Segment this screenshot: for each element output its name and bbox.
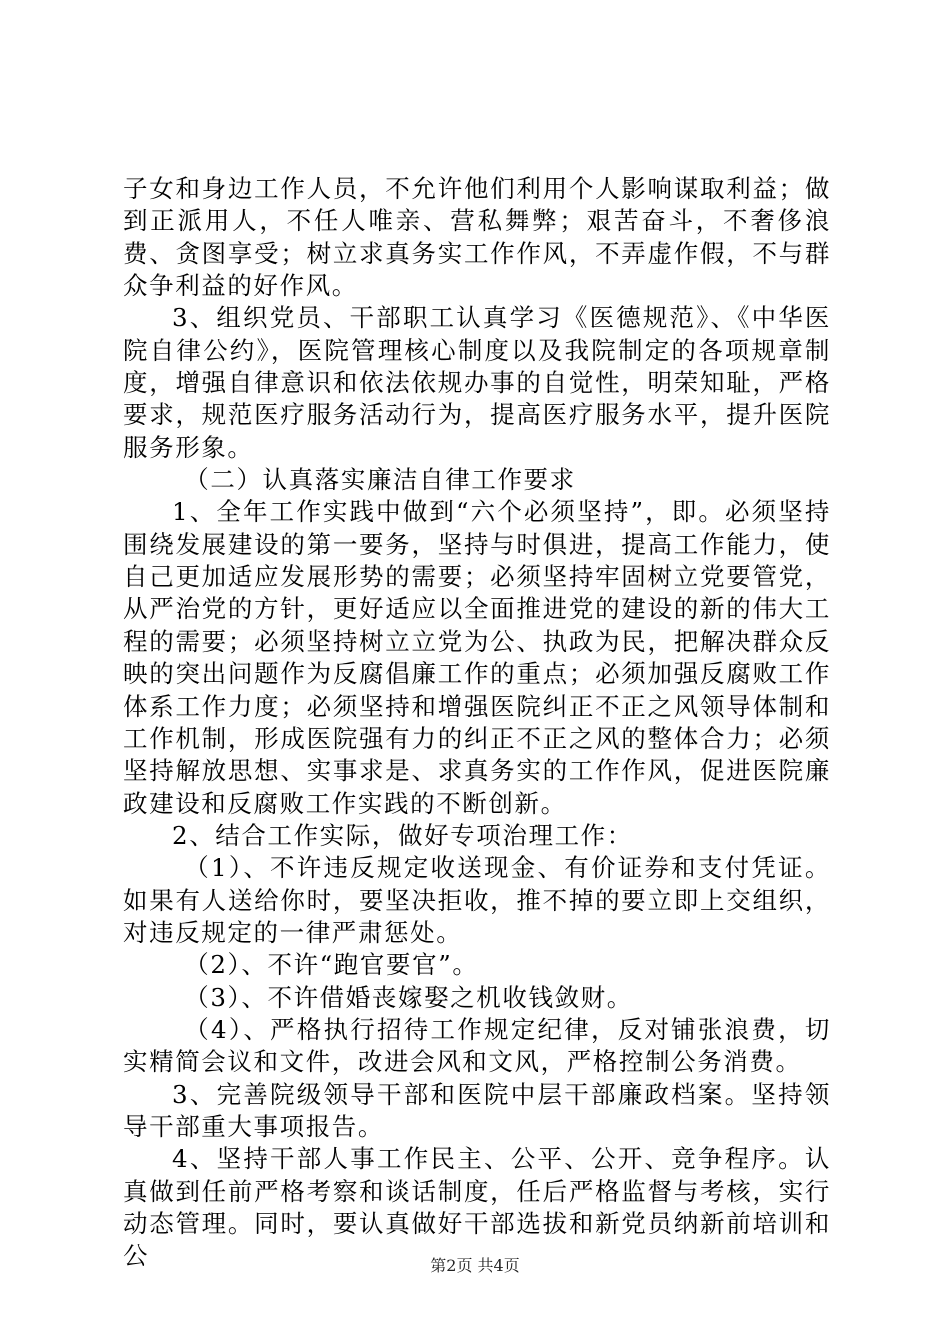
paragraph-item-3-archives: 3、完善院级领导干部和医院中层干部廉政档案。坚持领导干部重大事项报告。 — [123, 1079, 831, 1141]
paragraph-item-3-study: 3、组织党员、干部职工认真学习《医德规范》、《中华医院自律公约》，医院管理核心制度以及我院制定的各项规章制度，增强自律意识和依法依规办事的自觉性，明荣知耻，严格要求，规范医疗服务活动行为，提高医疗服务水平，提升医院服务形象。 — [123, 303, 831, 462]
section-heading-2: （二）认真落实廉洁自律工作要求 — [184, 465, 576, 495]
paragraph-continuation: 子女和身边工作人员，不允许他们利用个人影响谋取利益；做到正派用人，不任人唯亲、营私舞弊；艰苦奋斗，不奢侈浪费、贪图享受；树立求真务实工作作风，不弄虚作假，不与群众争利益的好作风。 — [123, 174, 831, 301]
paragraph-item-1-six-musts: 1、全年工作实践中做到“六个必须坚持”，即。必须坚持围绕发展建设的第一要务，坚持与时俱进，提高工作能力，使自己更加适应发展形势的需要；必须坚持牢固树立党要管党，从严治党的方针，更好适应以全面推进党的建设的新的伟大工程的需要；必须坚持树立立党为公、执政为民，把解决群众反映的突出问题作为反腐倡廉工作的重点；必须加强反腐败工作体系工作力度；必须坚持和增强医院纠正不正之风领导体制和工作机制，形成医院强有力的纠正不正之风的整体合力；必须坚持解放思想、实事求是、求真务实的工作作风，促进医院廉政建设和反腐败工作实践的不断创新。 — [123, 497, 831, 818]
page-number-footer: 第2页 共4页 — [430, 1256, 520, 1275]
paragraph-item-2-special-governance: 2、结合工作实际，做好专项治理工作： — [172, 820, 633, 850]
paragraph-subitem-3: （3）、不许借婚丧嫁娶之机收钱敛财。 — [184, 982, 633, 1012]
document-body — [123, 173, 831, 1273]
paragraph-item-4-personnel: 4、坚持干部人事工作民主、公平、公开、竞争程序。认真做到任前严格考察和谈话制度，任后严格监督与考核，实行动态管理。同时，要认真做好干部选拔和新党员纳新前培训和公 — [123, 1144, 831, 1271]
paragraph-subitem-4: （4）、严格执行招待工作规定纪律，反对铺张浪费，切实精简会议和文件，改进会风和文风，严格控制公务消费。 — [123, 1014, 831, 1077]
paragraph-subitem-1: （1）、不许违反规定收送现金、有价证券和支付凭证。如果有人送给你时，要坚决拒收，推不掉的要立即上交组织，对违反规定的一律严肃惩处。 — [123, 853, 831, 947]
paragraph-subitem-2: （2）、不许“跑官要官”。 — [184, 950, 479, 980]
